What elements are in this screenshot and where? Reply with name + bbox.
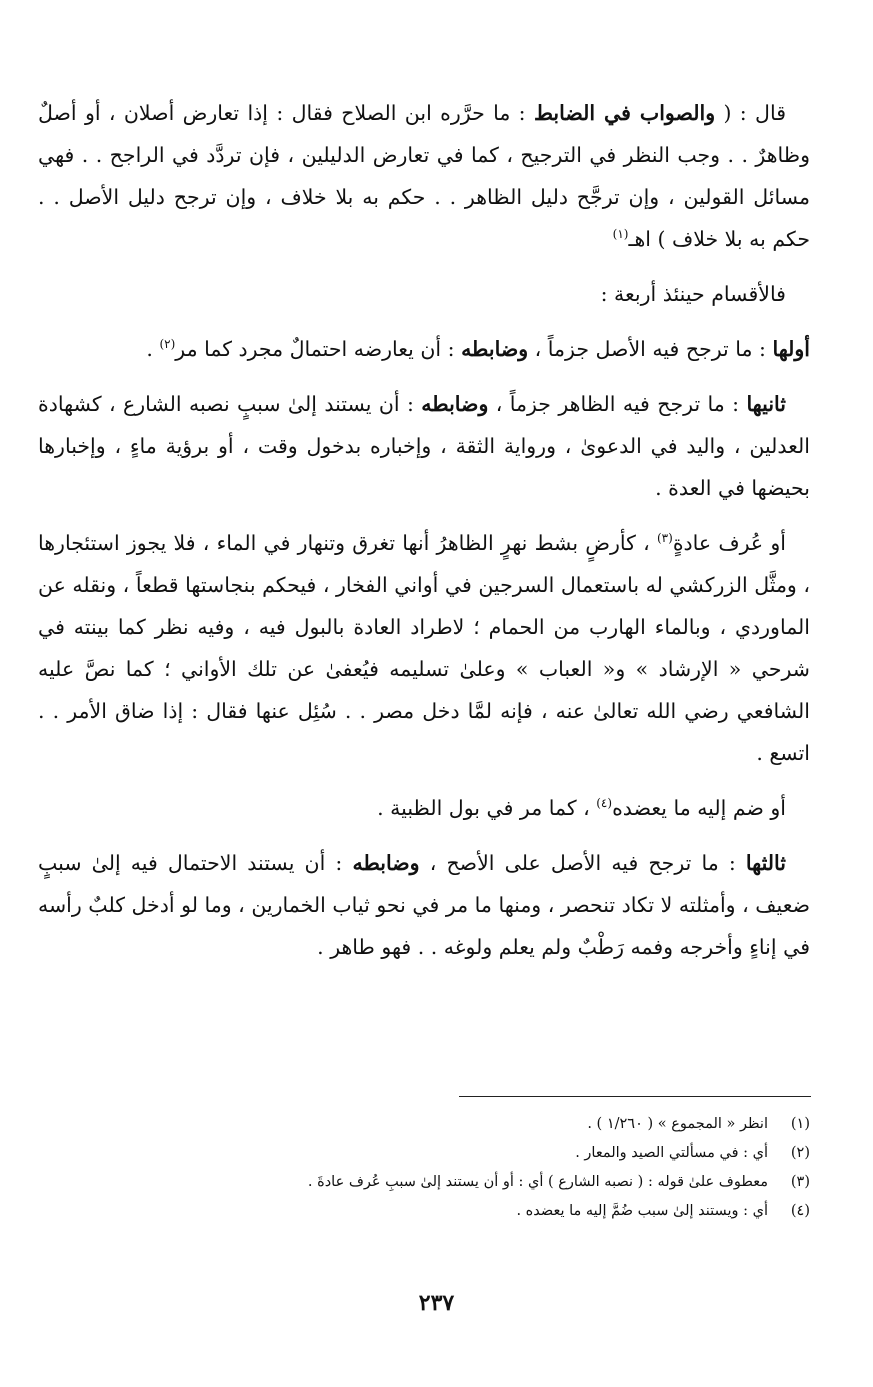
bold-term: وضابطه <box>461 337 529 361</box>
footnote-ref[interactable]: (١) <box>612 227 629 242</box>
footnote-item <box>38 1197 810 1226</box>
footnote-number: (١) <box>790 1116 810 1132</box>
paragraph-text: : أن يعارضه احتمالٌ مجرد كما مر <box>175 337 462 361</box>
paragraph-second <box>38 383 810 509</box>
paragraph-text: ، كأرضٍ بشط نهرٍ الظاهرُ أنها تغرق وتنهار في الماء ، فلا يجوز استئجارها ، ومثَّل الزركشي له باستعمال السرجين في أواني الفخار ، فيحكم بنجاستها قطعاً ، ونقله عن الماوردي ، وبالماء الهارب من الحمام ؛ لاطراد العادة بالبول فيه ، وفيه نظر كما بينته في شرحي « الإرشاد » و« العباب » وعلىٰ تسليمه فيُعفىٰ عن تلك الأواني ؛ كما نصَّ عليه الشافعي رضي الله تعالىٰ عنه ، فإنه لمَّا دخل مصر . . سُئِل عنها فقال : إذا ضاق الأمر . . اتسع . <box>38 531 810 765</box>
footnote-number: (٢) <box>790 1145 810 1161</box>
paragraph-text: أو ضم إليه ما يعضده <box>612 796 786 820</box>
paragraph-text: أو عُرف عادةٍ <box>672 531 786 555</box>
footnote-number: (٤) <box>790 1203 810 1219</box>
bold-term: وضابطه <box>421 392 489 416</box>
section-head: أولها <box>772 337 810 361</box>
paragraph-text: : أن يستند إلىٰ سببٍ نصبه الشارع ، كشهادة العدلين ، واليد في الدعوىٰ ، ورواية الثقة ، وإخباره بدخول وقت ، أو برؤية ماءٍ ، وإخبارها بحيضها في العدة . <box>38 392 810 500</box>
paragraph-text: : ما ترجح فيه الظاهر جزماً ، <box>488 392 747 416</box>
paragraph-lead: قال : ( <box>715 101 786 125</box>
paragraph-tail: . <box>146 337 160 361</box>
footnote-divider <box>459 1096 811 1097</box>
footnote-ref[interactable]: (٢) <box>159 337 176 352</box>
main-text <box>38 92 810 981</box>
paragraph-third <box>38 842 810 968</box>
footnote-text: أي : ويستند إلىٰ سبب ضُمَّ إليه ما يعضده . <box>516 1203 768 1219</box>
section-head: ثانيها <box>746 392 786 416</box>
paragraph-text: : ما حرَّره ابن الصلاح فقال : إذا تعارض أصلان ، أو أصلٌ وظاهرٌ . . وجب النظر في الترجيح ، كما في تعارض الدليلين ، فإن تردَّد في الراجح . . فهي مسائل القولين ، وإن ترجَّح دليل الظاهر . . حكم به بلا خلاف ، وإن ترجح دليل الأصل . . حكم به بلا خلاف ) اهـ <box>38 101 810 251</box>
paragraph-text: : ما ترجح فيه الأصل جزماً ، <box>528 337 773 361</box>
paragraph-first <box>38 328 810 370</box>
footnote-ref[interactable]: (٣) <box>656 531 673 546</box>
paragraph-categories <box>38 273 810 315</box>
paragraph-support <box>38 787 810 829</box>
footnote-item <box>38 1139 810 1168</box>
section-head: ثالثها <box>745 851 786 875</box>
footnotes <box>38 1110 810 1226</box>
bold-term: وضابطه <box>352 851 420 875</box>
footnote-item <box>38 1110 810 1139</box>
paragraph-custom <box>38 522 810 774</box>
paragraph-text: ، كما مر في بول الظبية . <box>377 796 597 820</box>
paragraph-text: فالأقسام حينئذ أربعة : <box>600 282 786 306</box>
page-number: ٢٣٧ <box>418 1290 455 1316</box>
paragraph-text: : ما ترجح فيه الأصل على الأصح ، <box>419 851 746 875</box>
footnote-text: أي : في مسألتي الصيد والمعار . <box>575 1145 768 1161</box>
footnote-text: انظر « المجموع » ( ١/٢٦٠ ) . <box>587 1116 768 1132</box>
footnote-item <box>38 1168 810 1197</box>
footnote-text: معطوف علىٰ قوله : ( نصبه الشارع ) أي : أو أن يستند إلىٰ سببِ عُرف عادةَ . <box>307 1174 768 1190</box>
footnote-number: (٣) <box>790 1174 810 1190</box>
paragraph-text: : أن يستند الاحتمال فيه إلىٰ سببٍ ضعيف ، وأمثلته لا تكاد تنحصر ، ومنها ما مر في نحو ثياب الخمارين ، وما لو أدخل كلبٌ رأسه في إناءٍ وأخرجه وفمه رَطْبٌ ولم يعلم ولوغه . . فهو طاهر . <box>38 851 810 959</box>
paragraph-quote <box>38 92 810 260</box>
bold-term: والصواب في الضابط <box>533 101 716 125</box>
footnote-ref[interactable]: (٤) <box>596 796 613 811</box>
